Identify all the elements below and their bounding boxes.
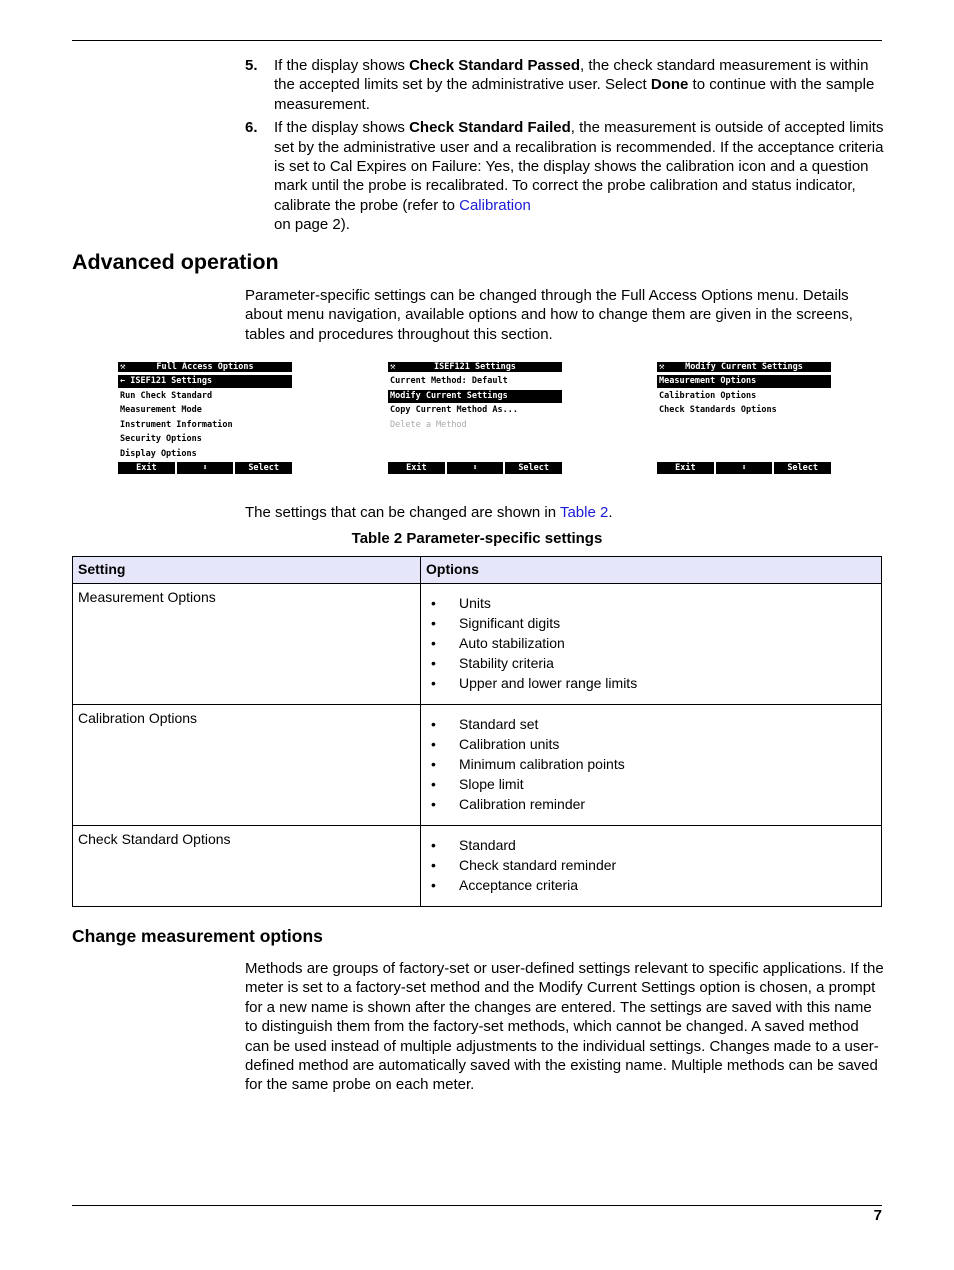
exit-softkey[interactable]: Exit [657,462,714,474]
calibration-link[interactable]: Calibration [459,196,531,214]
option-item: • Check standard reminder [431,855,876,875]
table-caption: Table 2 Parameter-specific settings [351,530,603,547]
select-softkey[interactable]: Select [505,462,562,474]
screen-isef121-settings [388,362,562,474]
screen-menu-item[interactable]: Check Standards Options [659,405,777,415]
screen-menu-item[interactable]: Run Check Standard [120,390,213,401]
screen-title: Modify Current Settings [657,362,831,372]
option-item: • Acceptance criteria [431,875,876,895]
table-2-link[interactable]: Table 2 [559,504,609,521]
select-softkey[interactable]: Select [774,462,831,474]
exit-softkey[interactable]: Exit [118,462,175,474]
section-title: Advanced operation [72,250,279,274]
table-row [73,826,882,907]
options-cell [421,826,882,907]
footer-rule [72,1205,882,1206]
page-number: 7 [873,1207,882,1224]
option-item: • Units [431,593,876,613]
screen-menu-item[interactable]: Current Method: Default [390,376,508,386]
screen-menu-item[interactable]: Instrument Information [120,419,233,430]
screen-menu-item[interactable]: Delete a Method [390,419,467,430]
option-item: • Calibration units [431,734,876,754]
table-row [73,705,882,826]
screen-menu-item[interactable]: Modify Current Settings [388,390,562,403]
intro-paragraph: Parameter-specific settings can be changed through the Full Access Options menu. Details about menu navigation, available options and how to change them are given in the screens, tables and procedures throughout this section. [245,287,853,343]
setting-cell: Measurement Options [73,584,421,705]
option-item: • Standard [431,835,876,855]
header-options: Options [421,557,882,584]
options-cell [421,705,882,826]
option-item: • Calibration reminder [431,794,876,814]
table-row [73,584,882,705]
screen-modify-current-settings [657,362,831,474]
setting-cell: Calibration Options [73,705,421,826]
wrench-icon: ⚒ [120,362,126,372]
step-number: 6. [245,119,258,137]
option-item: • Upper and lower range limits [431,673,876,693]
screen-menu-item[interactable]: ← ISEF121 Settings [118,375,292,388]
wrench-icon: ⚒ [659,362,665,372]
table-reference: The settings that can be changed are shown in Table 2. [245,504,613,521]
option-item: • Significant digits [431,613,876,633]
procedure-steps [245,56,885,239]
done-keyword: Done [650,76,689,94]
header-rule [72,40,882,41]
screen-softkeys [657,462,831,474]
screen-softkeys [388,462,562,474]
options-list [426,589,876,697]
options-list [426,710,876,818]
methods-paragraph: Methods are groups of factory-set or user-defined settings relevant to specific applications. If the meter is set to a factory-set method and the Modify Current Settings option is chosen, a prompt for a new name is shown after the changes are entered. The settings are saved with this name to distinguish them from the factory-set methods, which cannot be changed. A saved method can be used instead of multiple adjustments to the individual settings. Changes made to a user-defined method are automatically saved with the existing name. Multiple methods can be saved for the same probe on each meter. [245,960,884,1094]
up-down-arrows-icon[interactable]: ⬍ [716,462,773,474]
screen-menu-item[interactable]: Copy Current Method As... [390,405,518,415]
screen-menu-item[interactable]: Measurement Options [657,375,831,388]
screen-menu-item[interactable]: Display Options [120,448,197,459]
up-down-arrows-icon[interactable]: ⬍ [447,462,504,474]
screen-title: Full Access Options [118,362,292,372]
option-item: • Auto stabilization [431,633,876,653]
screen-menu-item[interactable]: Calibration Options [659,390,757,401]
screen-full-access-options [118,362,292,474]
screen-menu-item[interactable]: Measurement Mode [120,405,202,415]
display-message: Check Standard Passed [409,57,580,74]
display-message: Check Standard Failed [409,119,571,137]
options-cell [421,584,882,705]
screen-menu-item[interactable]: Security Options [120,434,202,444]
table-header-row [73,557,882,584]
step-6: 6. If the display shows Check Standard Failed, the measurement is outside of accepted limits set by the administrative user and a recalibration is recommended. If the acceptance criteria is set to Cal Expires on Failure: Yes, the display shows the calibration icon and a question mark until the probe is recalibrated. To correct the probe calibration and status indicator, calibrate the probe (refer to Calibration on page 2). [245,119,884,234]
subsection-title: Change measurement options [72,926,323,946]
option-item: • Slope limit [431,774,876,794]
exit-softkey[interactable]: Exit [388,462,445,474]
screen-softkeys [118,462,292,474]
step-number: 5. [245,57,258,74]
screen-title: ISEF121 Settings [388,362,562,372]
select-softkey[interactable]: Select [235,462,292,474]
header-setting: Setting [73,557,421,584]
step-5: 5. If the display shows Check Standard Passed, the check standard measurement is within the accepted limits set by the administrative user. Select Done to continue with the sample measurement. [245,57,875,113]
option-item: • Minimum calibration points [431,754,876,774]
option-item: • Stability criteria [431,653,876,673]
wrench-icon: ⚒ [390,362,396,372]
setting-cell: Check Standard Options [73,826,421,907]
option-item: • Standard set [431,714,876,734]
up-down-arrows-icon[interactable]: ⬍ [177,462,234,474]
options-list [426,831,876,899]
parameter-settings-table [72,556,882,907]
